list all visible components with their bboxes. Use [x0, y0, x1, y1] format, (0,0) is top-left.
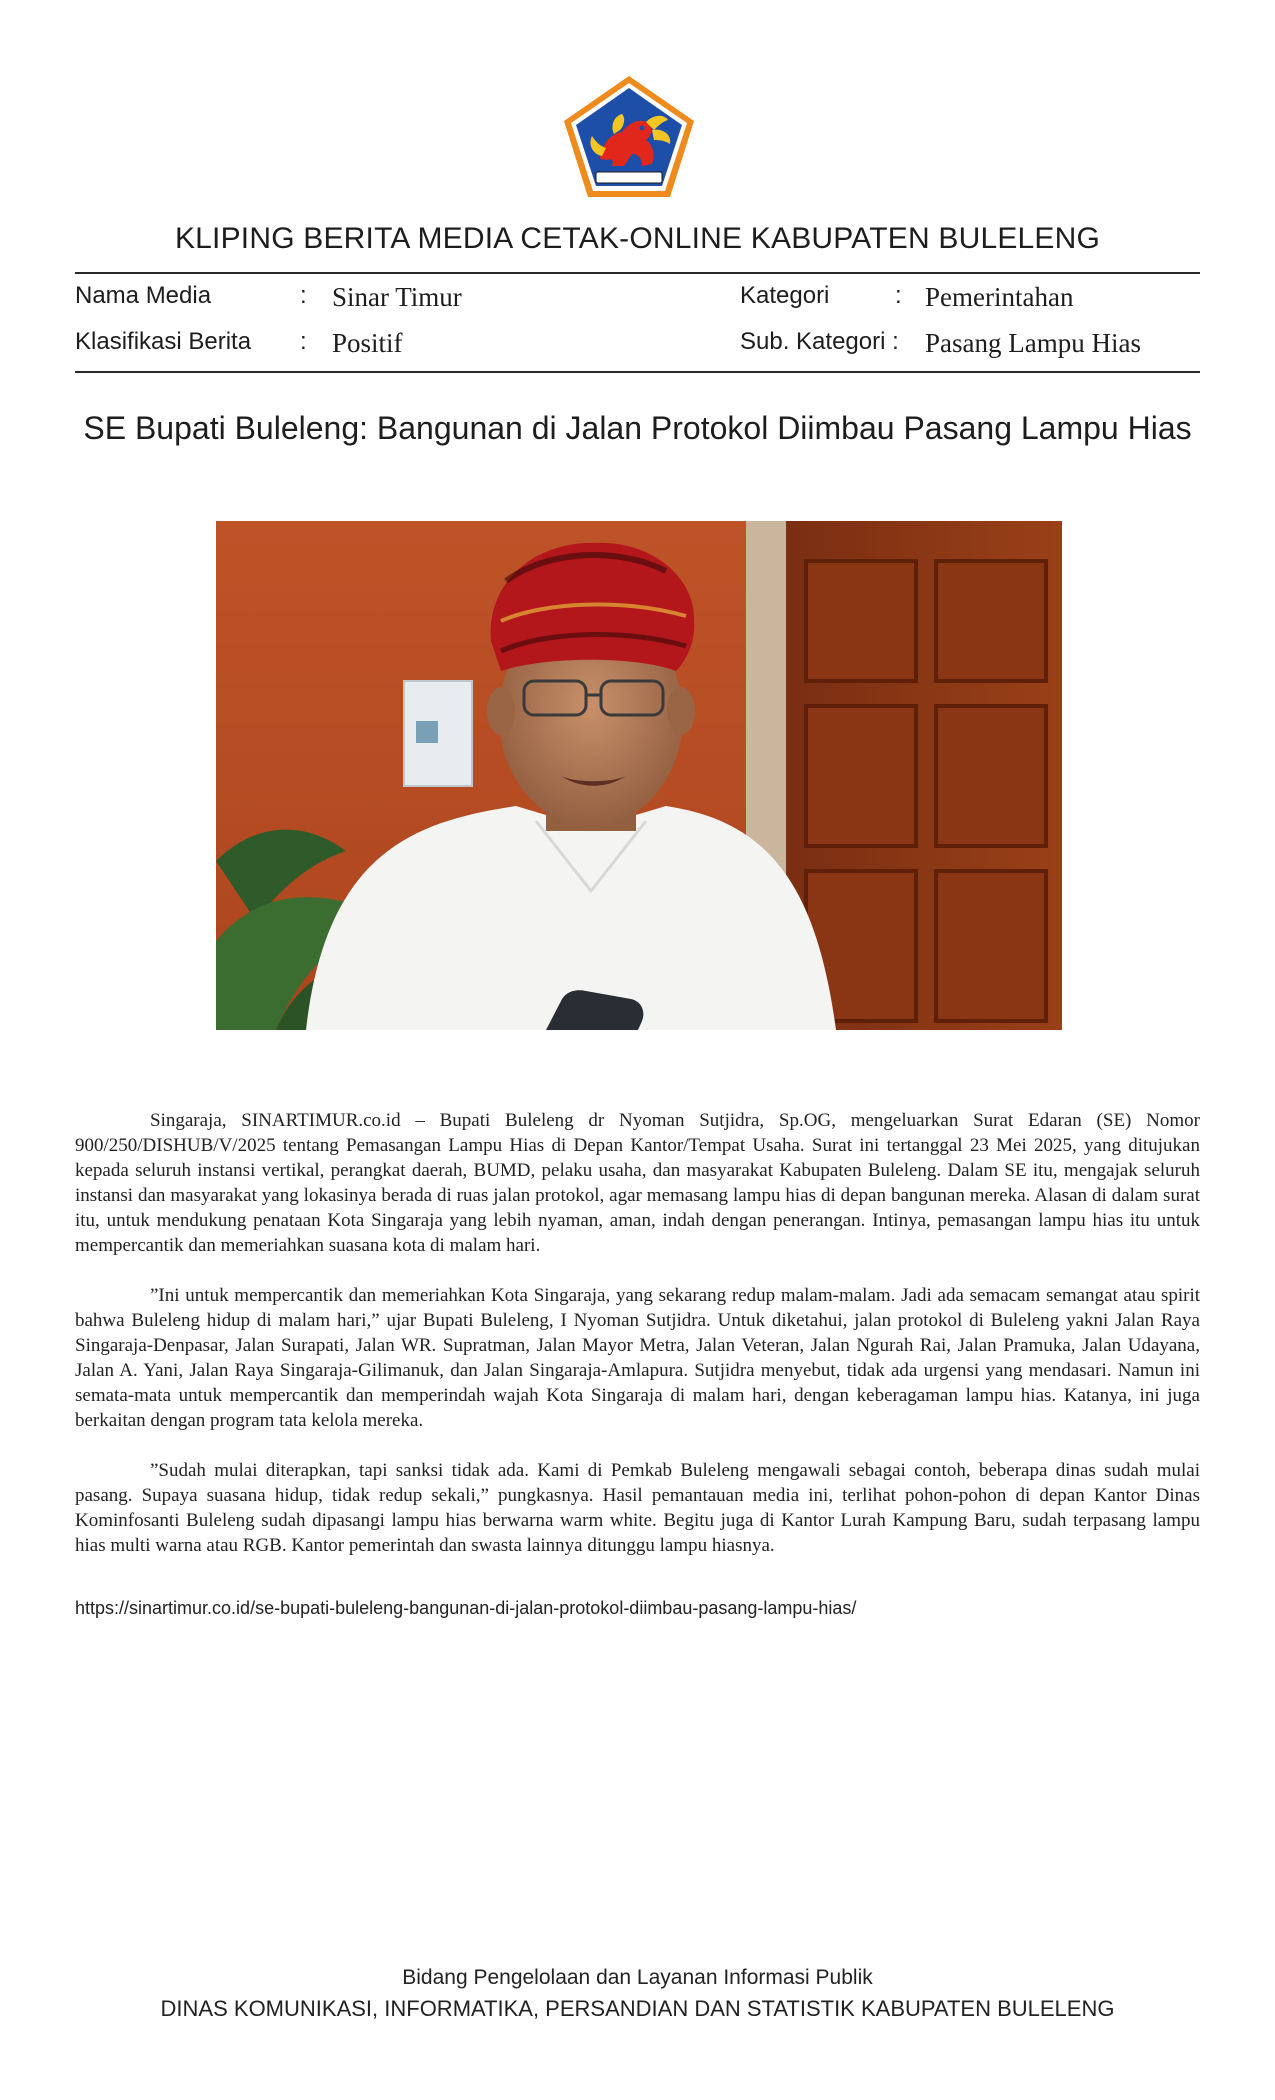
article-headline: SE Bupati Buleleng: Bangunan di Jalan Protokol Diimbau Pasang Lampu Hias	[83, 410, 1192, 446]
news-classification-value: Positif	[332, 328, 403, 358]
singa-ambara-raja-crest-icon	[562, 74, 696, 200]
article-body	[75, 1108, 1200, 1583]
category-value: Pemerintahan	[925, 282, 1074, 312]
footer-division: Bidang Pengelolaan dan Layanan Informasi Publik	[402, 1966, 873, 1989]
header-divider-top	[75, 272, 1200, 274]
source-url[interactable]: https://sinartimur.co.id/se-bupati-buleleng-bangunan-di-jalan-protokol-diimbau-pasang-lampu-hias/	[75, 1598, 857, 1618]
category-colon: :	[895, 282, 902, 309]
media-name-colon: :	[300, 282, 307, 309]
article-paragraph-1: Singaraja, SINARTIMUR.co.id – Bupati Buleleng dr Nyoman Sutjidra, Sp.OG, mengeluarkan Surat Edaran (SE) Nomor 900/250/DISHUB/V/2025 tentang Pemasangan Lampu Hias di Depan Kantor/Tempat Usaha. Surat ini tertanggal 23 Mei 2025, yang ditujukan kepada seluruh instansi vertikal, perangkat daerah, BUMD, pelaku usaha, dan masyarakat Kabupaten Buleleng. Dalam SE itu, mengajak seluruh instansi dan masyarakat yang lokasinya berada di ruas jalan protokol, agar memasang lampu hias di depan bangunan mereka. Alasan di dalam surat itu, untuk mendukung penataan Kota Singaraja yang lebih nyaman, aman, indah dengan penerangan. Intinya, pemasangan lampu hias itu untuk mempercantik dan memeriahkan suasana kota di malam hari.	[75, 1110, 1200, 1256]
media-name-value: Sinar Timur	[332, 282, 462, 312]
subcategory-value: Pasang Lampu Hias	[925, 328, 1141, 358]
clipping-title: KLIPING BERITA MEDIA CETAK-ONLINE KABUPATEN BULELENG	[174, 222, 1101, 255]
footer-agency: DINAS KOMUNIKASI, INFORMATIKA, PERSANDIAN DAN STATISTIK KABUPATEN BULELENG	[160, 1996, 1115, 2021]
category-label: Kategori	[740, 282, 830, 309]
subcategory-label: Sub. Kategori :	[740, 328, 899, 355]
media-name-label: Nama Media	[75, 282, 212, 309]
news-photo	[216, 521, 1062, 1030]
news-classification-label: Klasifikasi Berita	[75, 328, 252, 355]
header-divider-bottom	[75, 371, 1200, 373]
news-classification-colon: :	[300, 328, 307, 355]
article-paragraph-3: ”Sudah mulai diterapkan, tapi sanksi tidak ada. Kami di Pemkab Buleleng mengawali sebagai contoh, beberapa dinas sudah mulai pasang. Supaya suasana hidup, tidak redup sekali,” pungkasnya. Hasil pemantauan media ini, terlihat pohon-pohon di depan Kantor Dinas Kominfosanti Buleleng sudah dipasangi lampu hias berwarna warm white. Begitu juga di Kantor Lurah Kampung Baru, sudah terpasang lampu hias multi warna atau RGB. Kantor pemerintah dan swasta lainnya ditunggu lampu hiasnya.	[75, 1460, 1200, 1556]
article-paragraph-2: ”Ini untuk mempercantik dan memeriahkan Kota Singaraja, yang sekarang redup malam-malam. Jadi ada semacam semangat atau spirit bahwa Buleleng hidup di malam hari,” ujar Bupati Buleleng, I Nyoman Sutjidra. Untuk diketahui, jalan protokol di Buleleng yakni Jalan Raya Singaraja-Denpasar, Jalan Surapati, Jalan WR. Supratman, Jalan Mayor Metra, Jalan Veteran, Jalan Ngurah Rai, Jalan Pramuka, Jalan Udayana, Jalan A. Yani, Jalan Raya Singaraja-Gilimanuk, dan Jalan Singaraja-Amlapura. Sutjidra menyebut, tidak ada urgensi yang mendasari. Namun ini semata-mata untuk mempercantik dan memperindah wajah Kota Singaraja di malam hari, dengan keberagaman lampu hias. Katanya, ini juga berkaitan dengan program tata kelola mereka.	[75, 1285, 1200, 1431]
